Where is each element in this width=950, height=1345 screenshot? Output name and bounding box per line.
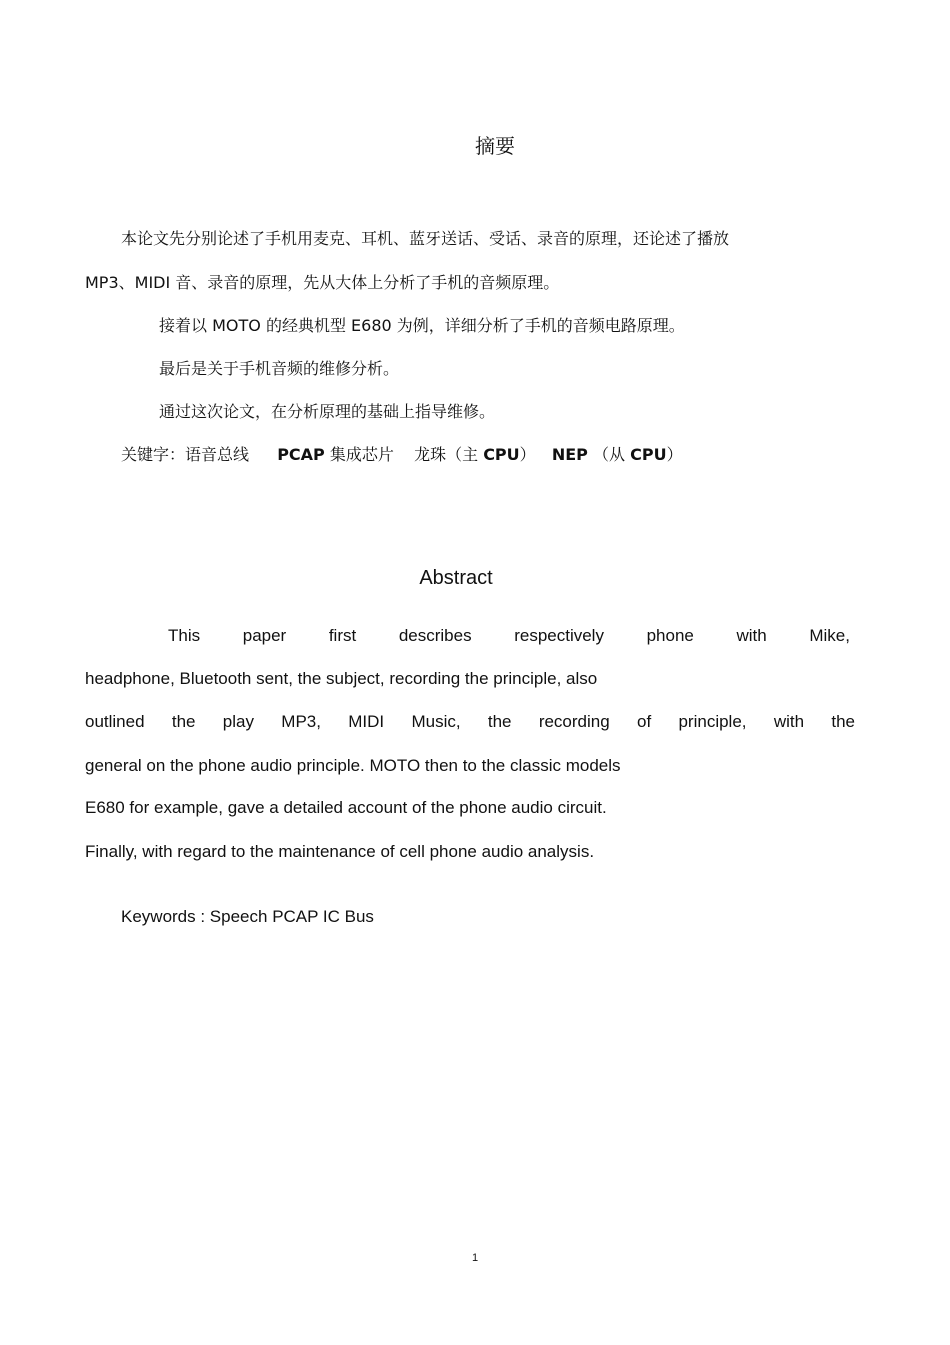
cn-keyword-cpu-main: CPU (483, 445, 520, 464)
en-line-1-word: Mike, (809, 626, 850, 645)
en-line-3-word: recording (538, 712, 610, 731)
cn-keyword-paren-close-2: ） (666, 445, 683, 464)
en-line-1-word: This (168, 626, 201, 645)
cn-paragraph-2: 接着以 MOTO 的经典机型 E680 为例，详细分析了手机的音频电路原理。 (159, 316, 685, 335)
cn-keywords-label: 关键字：语音总线 (121, 445, 250, 464)
cn-keywords (121, 445, 683, 465)
cn-keyword-cpu-slave: CPU (630, 445, 667, 464)
en-line-1-word: respectively (514, 626, 604, 645)
cn-paragraph-1-line-2: MP3、MIDI 音、录音的原理，先从大体上分析了手机的音频原理。 (85, 273, 560, 292)
cn-paragraph-4: 通过这次论文，在分析原理的基础上指导维修。 (159, 402, 496, 421)
en-line-3-word: play (222, 712, 254, 731)
en-keywords: Keywords : Speech PCAP IC Bus (121, 907, 374, 926)
cn-paragraph-1-line-1: 本论文先分别论述了手机用麦克、耳机、蓝牙送话、受话、录音的原理，还论述了播放 (121, 229, 730, 248)
en-line-3-word: principle, (678, 712, 747, 731)
en-line-1-word: phone (646, 626, 694, 645)
en-line-3-word: the (831, 712, 855, 731)
en-line-2: headphone, Bluetooth sent, the subject, recording the principle, also (85, 669, 598, 688)
cn-keyword-paren-close-1: ） (519, 445, 536, 464)
en-line-3 (85, 712, 855, 732)
cn-keyword-chip: 集成芯片 (329, 445, 394, 464)
en-line-3-word: outlined (85, 712, 145, 731)
en-line-1-word: with (736, 626, 767, 645)
cn-keyword-nep: NEP (551, 445, 588, 464)
en-line-3-word: the (171, 712, 196, 731)
en-line-4: general on the phone audio principle. MOTO then to the classic models (85, 756, 621, 775)
abstract-title-en: Abstract (419, 567, 493, 589)
en-line-1 (168, 626, 850, 646)
cn-keyword-from: （从 (593, 445, 626, 464)
en-line-1-word: first (328, 626, 357, 645)
cn-paragraph-3: 最后是关于手机音频的维修分析。 (159, 359, 400, 378)
en-line-6: Finally, with regard to the maintenance of cell phone audio analysis. (85, 842, 595, 861)
en-line-1-word: paper (242, 626, 287, 645)
en-line-3-word: MIDI (348, 712, 385, 731)
en-line-3-word: Music, (411, 712, 461, 731)
en-line-3-word: of (636, 712, 652, 731)
abstract-title-cn: 摘要 (475, 134, 515, 158)
en-line-3-word: the (487, 712, 512, 731)
en-line-1-word: describes (398, 626, 472, 645)
cn-keyword-dragonball: 龙珠（主 (414, 445, 479, 464)
cn-keyword-pcap: PCAP (277, 445, 325, 464)
en-line-3-word: with (773, 712, 805, 731)
en-line-5: E680 for example, gave a detailed account of the phone audio circuit. (85, 798, 607, 817)
page-number: 1 (471, 1252, 479, 1264)
en-line-3-word: MP3, (281, 712, 321, 731)
